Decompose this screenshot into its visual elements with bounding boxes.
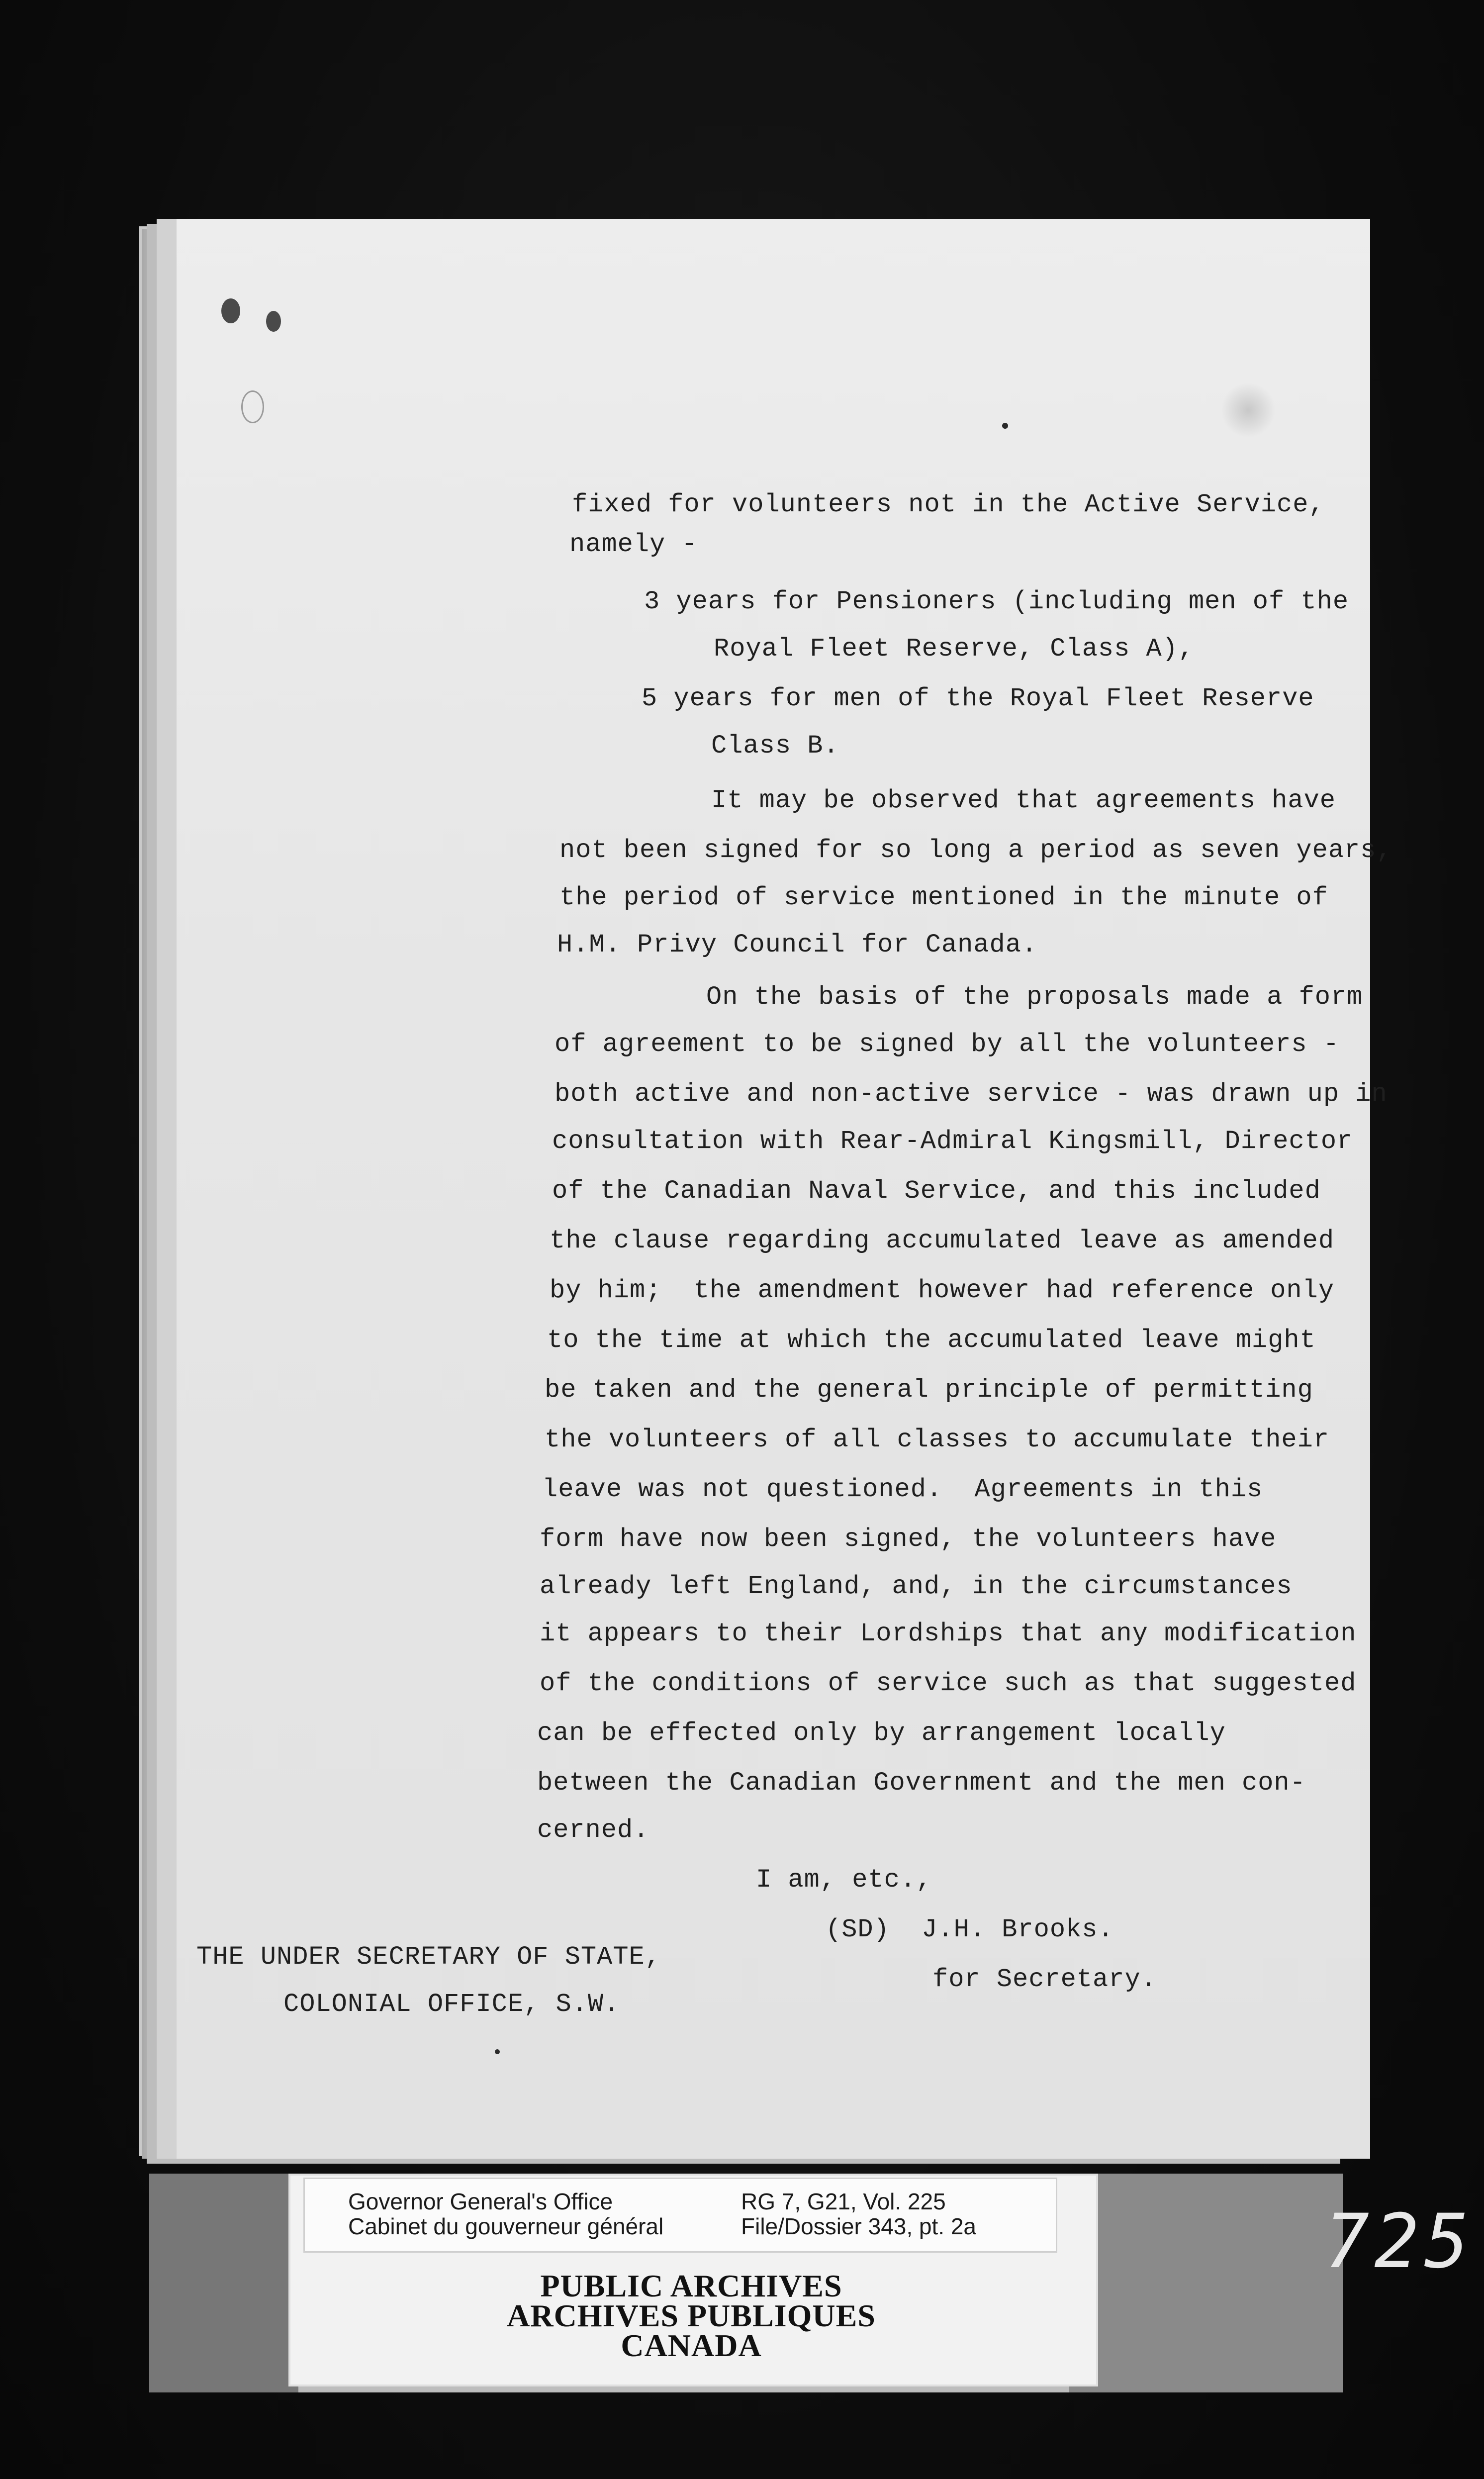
letter-line: 5 years for men of the Royal Fleet Reserve (642, 684, 1314, 713)
letter-line: fixed for volunteers not in the Active Service, (572, 490, 1325, 519)
label-strip-shadow (149, 2174, 298, 2392)
label-office-fr: Cabinet du gouverneur général (348, 2213, 664, 2239)
label-file: File/Dossier 343, pt. 2a (741, 2213, 977, 2239)
smudge-mark (1221, 383, 1276, 438)
ink-dot (495, 2049, 500, 2054)
letter-line: cerned. (537, 1815, 649, 1845)
letter-line: leave was not questioned. Agreements in this (542, 1475, 1263, 1504)
letter-line: the volunteers of all classes to accumulate their (545, 1425, 1330, 1454)
letter-line: to the time at which the accumulated leave might (547, 1326, 1316, 1355)
letter-closing: I am, etc., (756, 1865, 932, 1895)
letter-line: 3 years for Pensioners (including men of the (644, 587, 1349, 616)
punch-hole-right (266, 311, 281, 332)
addressee-line: THE UNDER SECRETARY OF STATE, (196, 1942, 661, 1972)
letter-line: both active and non-active service - was drawn up in (555, 1079, 1388, 1109)
frame-number: 725 (1324, 2198, 1474, 2285)
letter-line: between the Canadian Government and the men con- (537, 1768, 1306, 1798)
label-reference: RG 7, G21, Vol. 225 (741, 2189, 946, 2214)
letter-line: already left England, and, in the circumstances (540, 1572, 1293, 1601)
letter-line: be taken and the general principle of permitting (545, 1375, 1313, 1405)
letter-line: namely - (569, 530, 698, 559)
letter-line: not been signed for so long a period as seven years, (559, 836, 1392, 865)
letter-line: It may be observed that agreements have (711, 786, 1336, 815)
letter-line: of agreement to be signed by all the volunteers - (555, 1030, 1340, 1059)
letter-line: of the conditions of service such as that suggested (540, 1669, 1357, 1698)
letter-line: Royal Fleet Reserve, Class A), (714, 634, 1195, 664)
letter-line: On the basis of the proposals made a form (706, 982, 1363, 1012)
letter-line: H.M. Privy Council for Canada. (557, 930, 1038, 959)
letter-line: consultation with Rear-Admiral Kingsmill, Director (552, 1127, 1353, 1156)
archive-stamp-line: PUBLIC ARCHIVES (540, 2268, 842, 2303)
letter-line: form have now been signed, the volunteers have (540, 1525, 1277, 1554)
letter-line: can be effected only by arrangement locally (537, 1718, 1226, 1748)
punch-hole-left (221, 298, 240, 323)
page-edge (142, 229, 177, 2159)
archive-stamp-line: CANADA (621, 2328, 762, 2363)
letter-line: by him; the amendment however had reference only (550, 1276, 1335, 1305)
label-office-en: Governor General's Office (348, 2189, 613, 2214)
addressee-line: COLONIAL OFFICE, S.W. (283, 1990, 620, 2019)
punch-hole-outline (241, 390, 264, 423)
letter-line: of the Canadian Naval Service, and this included (552, 1176, 1321, 1206)
letter-line: Class B. (711, 731, 839, 761)
label-strip-shadow (1069, 2174, 1343, 2392)
letter-line: it appears to their Lordships that any modification (540, 1619, 1357, 1648)
letter-signature-title: for Secretary. (932, 1965, 1157, 1994)
archive-stamp-line: ARCHIVES PUBLIQUES (507, 2298, 876, 2333)
ink-dot (1002, 423, 1008, 429)
letter-line: the period of service mentioned in the minute of (559, 883, 1328, 912)
letter-line: the clause regarding accumulated leave as amended (550, 1226, 1335, 1255)
letter-signature: (SD) J.H. Brooks. (826, 1915, 1114, 1944)
